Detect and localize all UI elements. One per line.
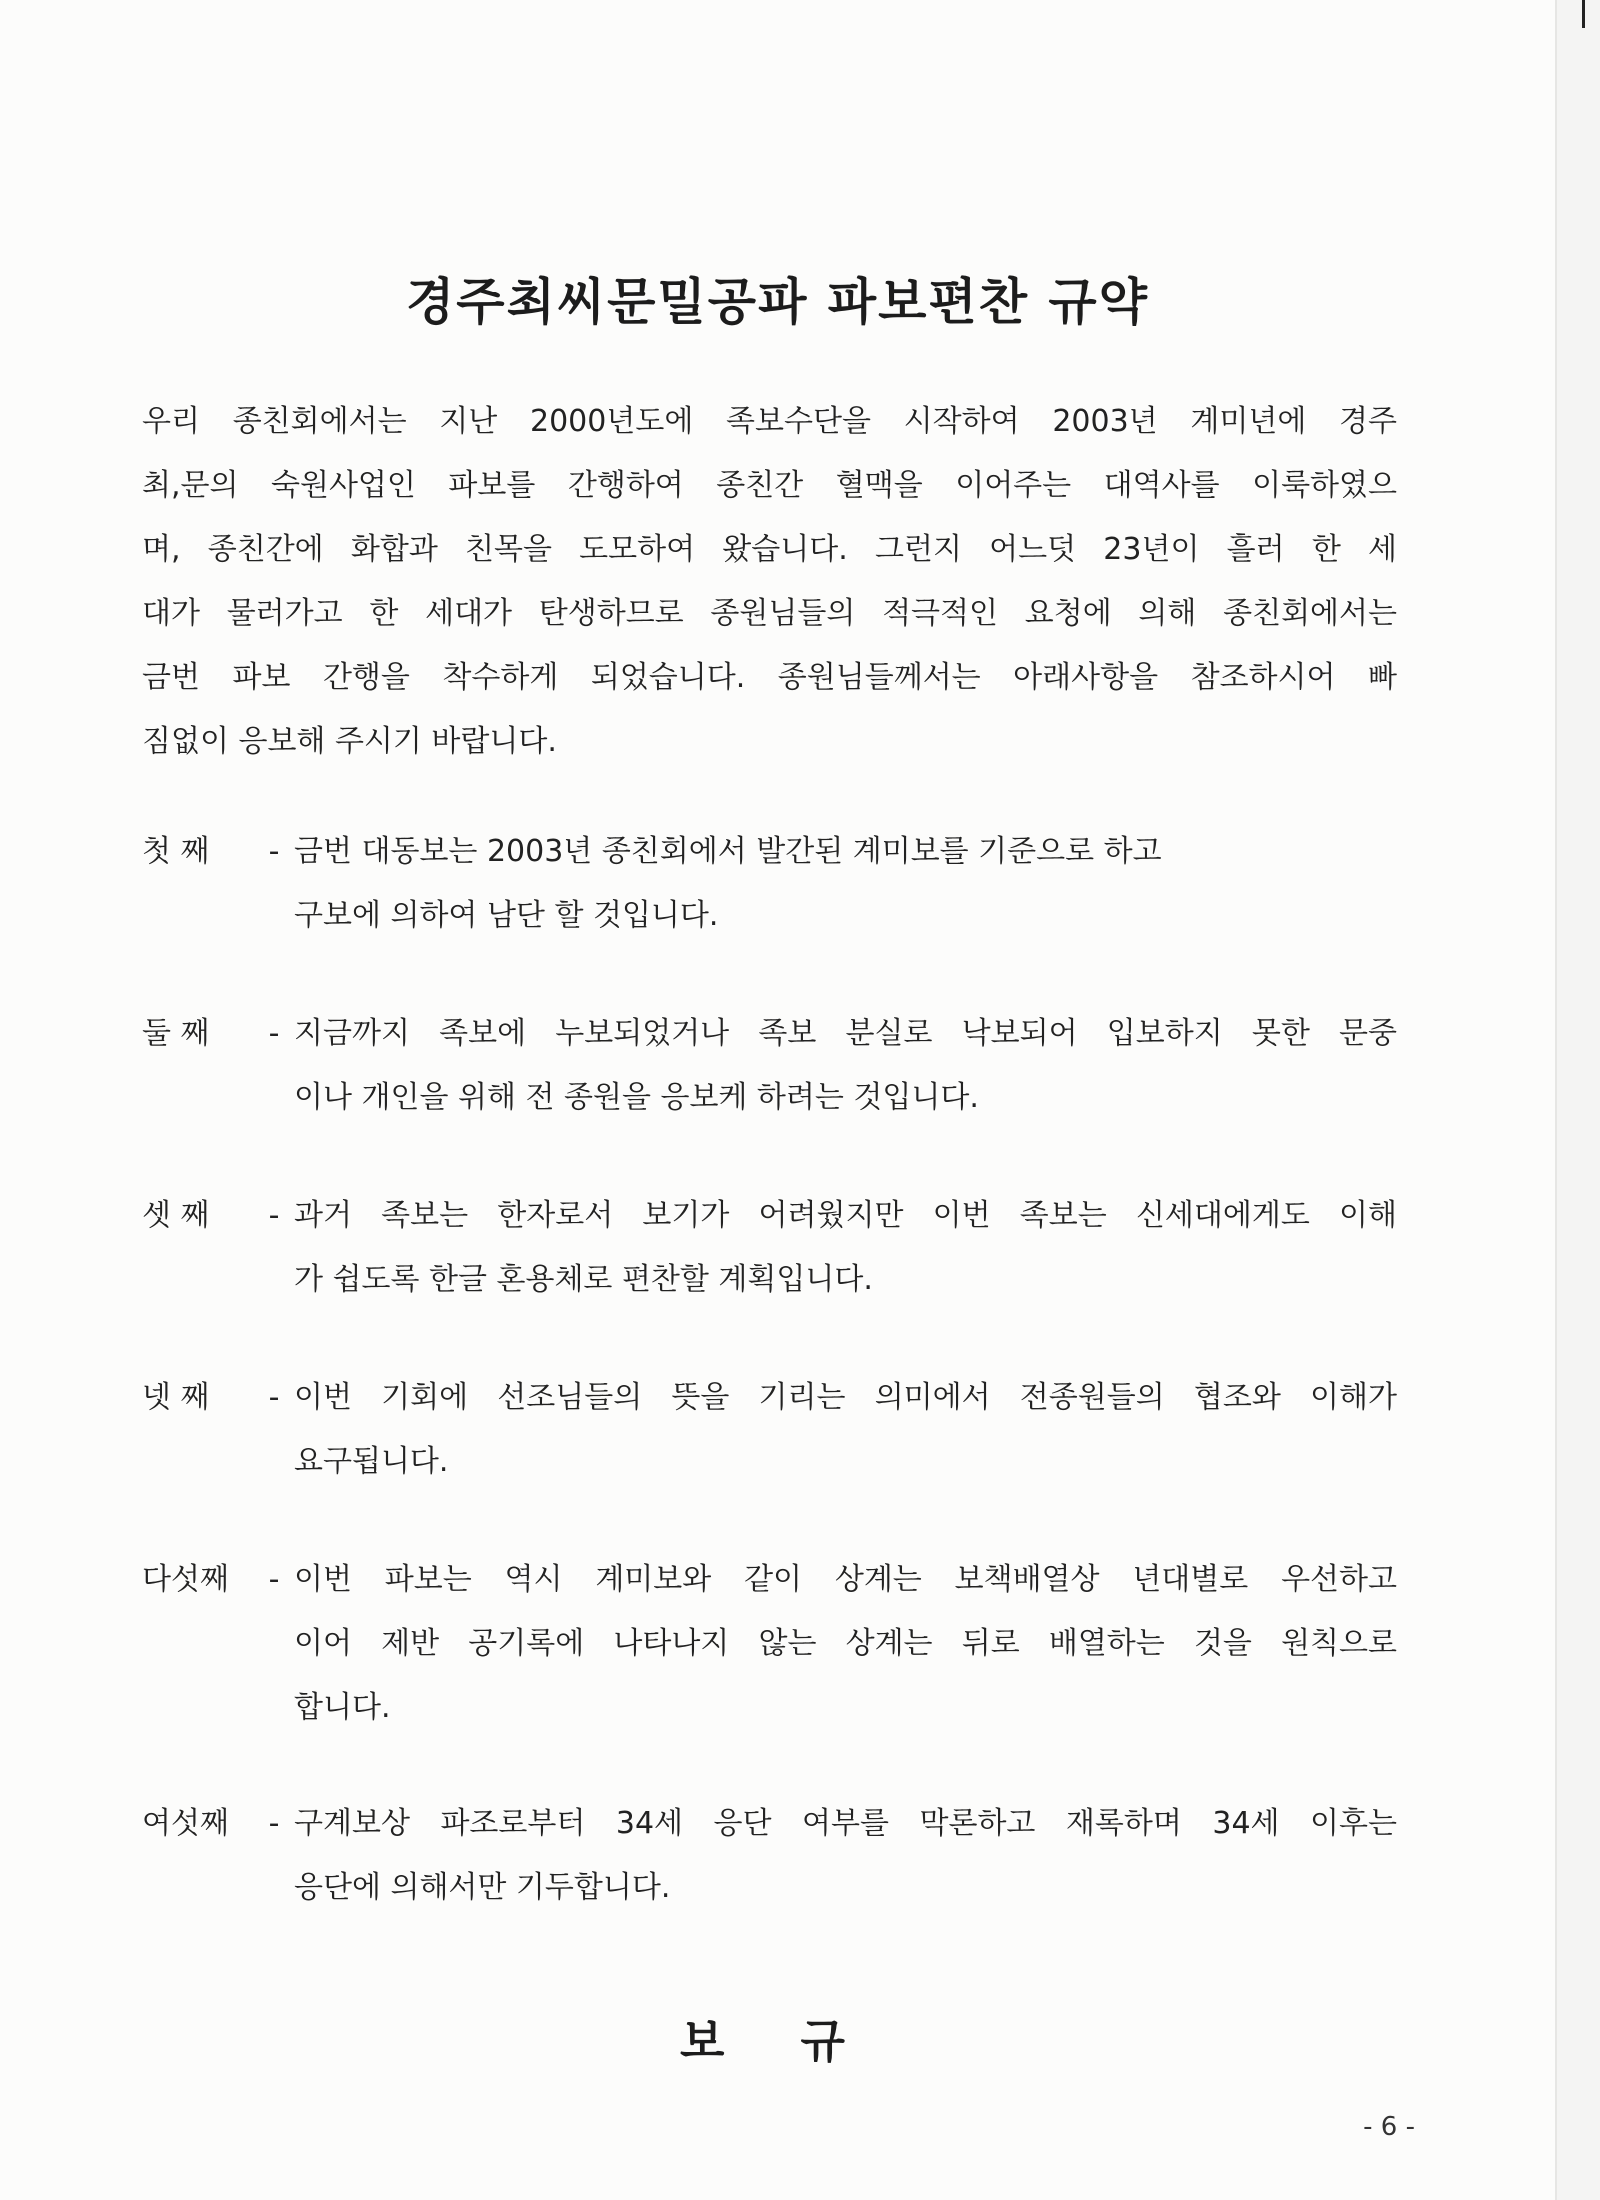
clause-line: 과거 족보는 한자로서 보기가 어려웠지만 이번 족보는 신세대에게도 이해 (294, 1198, 1397, 1233)
clause-label: 첫 째 (142, 834, 210, 869)
clause-body (294, 1792, 1397, 1920)
clause-line: 이나 개인을 위해 전 종원을 응보케 하려는 것입니다. (294, 1080, 979, 1115)
intro-line: 최,문의 숙원사업인 파보를 간행하여 종친간 혈맥을 이어주는 대역사를 이룩하였으 (142, 468, 1397, 503)
clause-line: 금번 대동보는 2003년 종친회에서 발간된 계미보를 기준으로 하고 (294, 834, 1162, 869)
clause-line: 이번 파보는 역시 계미보와 같이 상계는 보책배열상 년대별로 우선하고 (294, 1562, 1397, 1597)
clause-dash: - (268, 834, 280, 869)
clause-dash: - (268, 1198, 280, 1233)
clause-label: 넷 째 (142, 1380, 210, 1415)
clause-line: 응단에 의해서만 기두합니다. (294, 1870, 671, 1905)
intro-line: 우리 종친회에서는 지난 2000년도에 족보수단을 시작하여 2003년 계미년에 경주 (142, 404, 1397, 439)
intro-line: 짐없이 응보해 주시기 바랍니다. (142, 724, 557, 759)
intro-line: 금번 파보 간행을 착수하게 되었습니다. 종원님들께서는 아래사항을 참조하시어 빠 (142, 660, 1397, 695)
clause-line: 구계보상 파조로부터 34세 응단 여부를 막론하고 재록하며 34세 이후는 (294, 1806, 1397, 1841)
clause-dash: - (268, 1016, 280, 1051)
clause-line: 가 쉽도록 한글 혼용체로 편찬할 계획입니다. (294, 1262, 873, 1297)
clause-dash: - (268, 1380, 280, 1415)
clause-line: 이어 제반 공기록에 나타나지 않는 상계는 뒤로 배열하는 것을 원칙으로 (294, 1626, 1397, 1661)
clause-line: 구보에 의하여 남단 할 것입니다. (294, 898, 719, 933)
clause-line: 이번 기회에 선조님들의 뜻을 기리는 의미에서 전종원들의 협조와 이해가 (294, 1380, 1397, 1415)
clause-dash: - (268, 1562, 280, 1597)
intro-line: 대가 물러가고 한 세대가 탄생하므로 종원님들의 적극적인 요청에 의해 종친회에서는 (142, 596, 1397, 631)
intro-line: 며, 종친간에 화합과 친목을 도모하여 왔습니다. 그런지 어느덧 23년이 흘러 한 세 (142, 532, 1397, 567)
clause-line: 요구됩니다. (294, 1444, 449, 1479)
page-edge (1555, 0, 1600, 2200)
clause-dash: - (268, 1806, 280, 1841)
clause-body (294, 1548, 1397, 1740)
intro-paragraph (142, 390, 1397, 774)
clause-body (294, 1184, 1397, 1312)
clause-body (294, 1002, 1397, 1130)
page-edge-mark (1582, 0, 1585, 28)
clause-line: 지금까지 족보에 누보되었거나 족보 분실로 낙보되어 입보하지 못한 문중 (294, 1016, 1397, 1051)
clause-label: 둘 째 (142, 1016, 210, 1051)
clause-line: 합니다. (294, 1690, 391, 1725)
clause-body (294, 820, 1397, 948)
clause-body (294, 1366, 1397, 1494)
clause-label: 셋 째 (142, 1198, 210, 1233)
clause-label: 다섯째 (142, 1562, 229, 1597)
document-title: 경주최씨문밀공파 파보편찬 규약 (405, 273, 1149, 331)
clause-label: 여섯째 (142, 1806, 229, 1841)
page-number: - 6 - (1363, 2112, 1415, 2142)
footer-heading: 보 규 (680, 2014, 875, 2068)
